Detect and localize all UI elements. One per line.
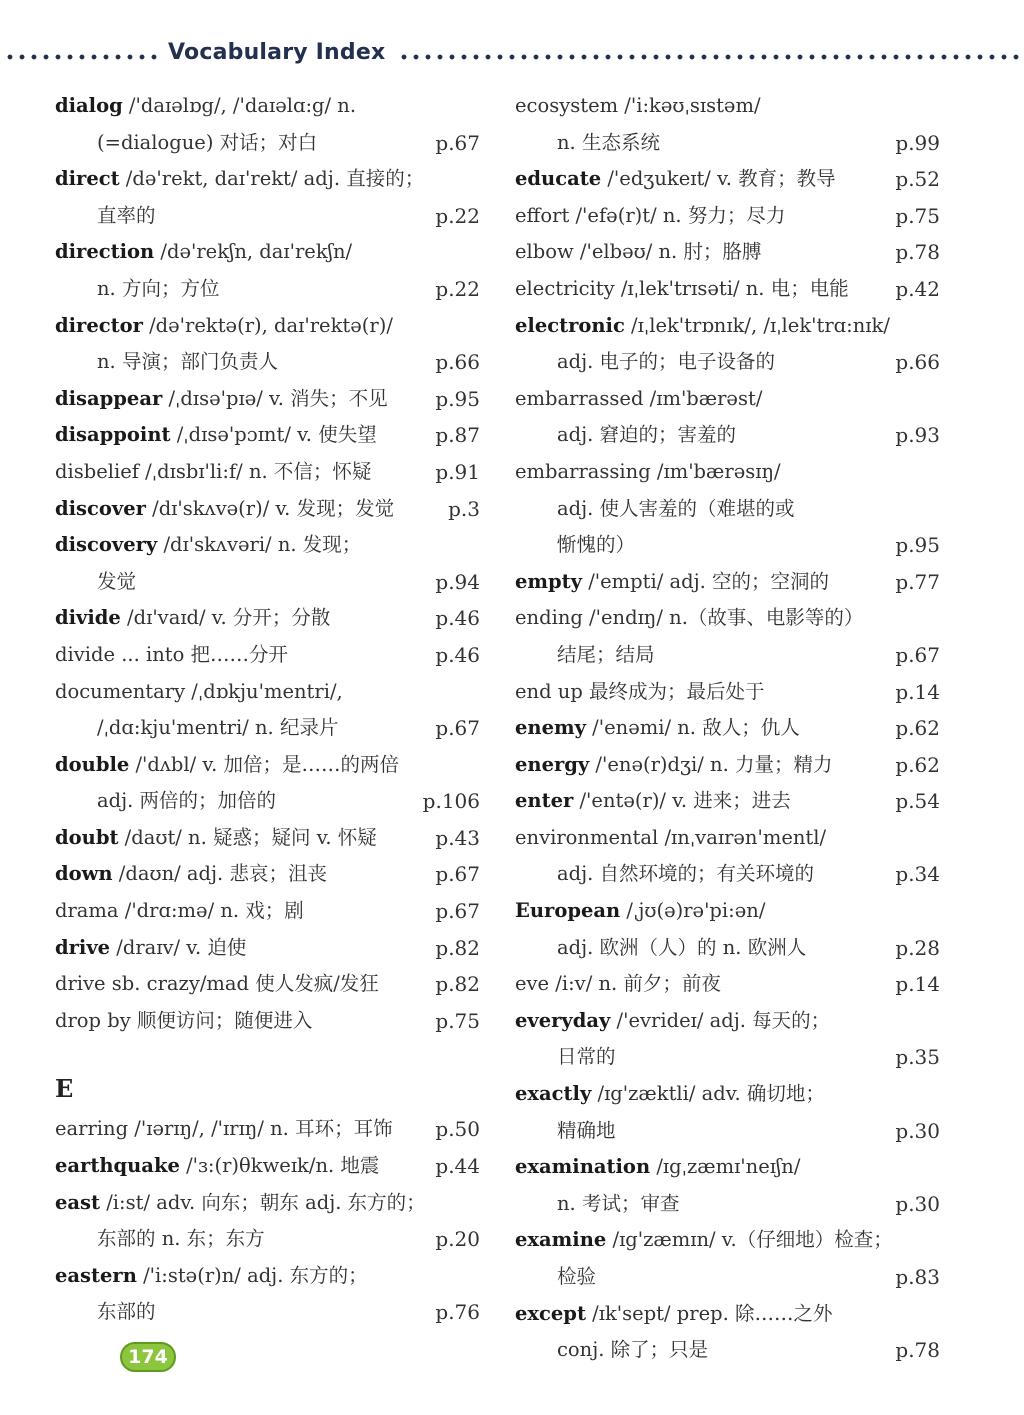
entry-text — [515, 930, 806, 967]
entry-text — [55, 454, 371, 491]
index-entry-line — [515, 344, 940, 381]
entry-text — [515, 417, 736, 454]
entry-text — [55, 1294, 156, 1331]
entry-definition: 东部的 — [97, 1300, 156, 1324]
entry-definition: /i:st/ adv. 向东；朝东 adj. 东方的； — [100, 1190, 426, 1214]
index-entry-line — [55, 88, 480, 125]
entry-definition: drop by 顺便访问；随便进入 — [55, 1008, 313, 1032]
left-column — [55, 88, 480, 1331]
entry-text — [55, 674, 343, 711]
page-reference: p.14 — [895, 679, 940, 704]
entry-definition: /daʊt/ n. 疑惑；疑问 v. 怀疑 — [118, 825, 377, 849]
index-entry-line — [515, 271, 940, 308]
page-reference: p.3 — [448, 496, 480, 521]
entry-text — [55, 1185, 426, 1222]
entry-definition: divide ... into 把……分开 — [55, 642, 289, 666]
entry-text — [515, 966, 721, 1003]
entry-text — [55, 125, 317, 162]
entry-text — [515, 1296, 833, 1333]
index-entry-line — [55, 747, 480, 784]
page-reference: p.46 — [435, 606, 480, 631]
page-header — [0, 38, 1024, 78]
header-dots-right — [398, 53, 1020, 61]
headword: everyday — [515, 1008, 611, 1032]
page-reference: p.95 — [435, 386, 480, 411]
page-reference: p.46 — [435, 642, 480, 667]
entry-text — [515, 856, 814, 893]
entry-definition: /də'rektə(r), daɪ'rektə(r)/ — [142, 313, 393, 337]
entry-text — [515, 198, 785, 235]
index-entry-line — [55, 820, 480, 857]
index-entry-line — [55, 234, 480, 271]
entry-text — [515, 527, 635, 564]
index-entry-line — [55, 308, 480, 345]
entry-definition: /'enə(r)dʒi/ n. 力量；精力 — [589, 752, 833, 776]
page-reference: p.106 — [422, 789, 480, 814]
entry-definition: /'evrideɪ/ adj. 每天的； — [610, 1008, 831, 1032]
entry-text — [515, 381, 762, 418]
index-entry-line — [515, 161, 940, 198]
headword: divide — [55, 606, 121, 630]
page-reference: p.66 — [435, 350, 480, 375]
page-reference: p.14 — [895, 972, 940, 997]
entry-definition: /ɪg'zæktli/ adv. 确切地； — [591, 1082, 825, 1106]
page-reference: p.66 — [895, 350, 940, 375]
entry-definition: /'daɪəlɒg/, /'daɪəlɑ:g/ n. — [122, 94, 357, 117]
page-number: 174 — [128, 1346, 168, 1368]
entry-definition: /ɪˌlek'trɒnɪk/, /ɪˌlek'trɑ:nɪk/ — [624, 313, 890, 337]
entry-definition: /ˌdɑ:kju'mentri/ n. 纪录片 — [97, 716, 339, 740]
entry-definition: /ɪk'sept/ prep. 除……之外 — [585, 1301, 833, 1325]
entry-list-e-continued — [515, 88, 940, 1369]
entry-text — [515, 1222, 893, 1259]
index-entry-line — [515, 198, 940, 235]
page-reference: p.67 — [435, 862, 480, 887]
index-entry-line — [515, 930, 940, 967]
page-reference: p.62 — [895, 752, 940, 777]
entry-definition: /draɪv/ v. 迫使 — [110, 935, 247, 959]
page-reference: p.44 — [435, 1154, 480, 1179]
entry-text — [55, 1148, 379, 1185]
entry-definition: documentary /ˌdɒkju'mentri/, — [55, 679, 343, 703]
index-entry-line — [55, 417, 480, 454]
index-entry-line — [515, 600, 940, 637]
page-reference: p.75 — [435, 1008, 480, 1033]
right-column — [515, 88, 940, 1369]
page-reference: p.76 — [435, 1300, 480, 1325]
index-entry-line — [515, 1149, 940, 1186]
entry-text — [515, 637, 655, 674]
entry-text — [55, 600, 330, 637]
entry-definition: effort /'efə(r)t/ n. 努力；尽力 — [515, 203, 786, 227]
headword: earthquake — [55, 1154, 180, 1178]
headword: east — [55, 1190, 101, 1214]
entry-definition: n. 导演；部门负责人 — [97, 350, 278, 374]
index-entry-line — [515, 491, 940, 528]
entry-definition: electricity /ɪˌlek'trɪsəti/ n. 电；电能 — [515, 276, 849, 300]
index-entry-line — [515, 710, 940, 747]
entry-definition: /ˌdɪsə'pɔɪnt/ v. 使失望 — [170, 423, 377, 447]
page-reference: p.22 — [435, 203, 480, 228]
index-entry-line — [55, 893, 480, 930]
index-entry-line — [515, 966, 940, 1003]
headword: electronic — [515, 313, 625, 337]
page-reference: p.99 — [895, 130, 940, 155]
index-entry-line — [515, 417, 940, 454]
entry-definition: environmental /ɪnˌvaɪrən'mentl/ — [515, 825, 827, 849]
entry-definition: drama /'drɑ:mə/ n. 戏；剧 — [55, 899, 304, 923]
entry-text — [55, 527, 361, 564]
entry-definition: 东部的 n. 东；东方 — [97, 1227, 265, 1251]
page-reference: p.28 — [895, 935, 940, 960]
entry-definition: /'i:stə(r)n/ adj. 东方的； — [136, 1263, 368, 1287]
headword: eastern — [55, 1263, 137, 1287]
entry-definition: /ˌjʊ(ə)rə'pi:ən/ — [620, 899, 766, 923]
index-entry-line — [515, 1296, 940, 1333]
page-reference: p.78 — [895, 1338, 940, 1363]
headword: enter — [515, 789, 574, 813]
index-entry-line — [55, 344, 480, 381]
index-entry-line — [515, 637, 940, 674]
index-entry-line — [515, 674, 940, 711]
index-entry-line — [515, 454, 940, 491]
entry-text — [55, 88, 356, 125]
headword: drive — [55, 935, 111, 959]
index-entry-line — [515, 1039, 940, 1076]
entry-definition: adj. 窘迫的；害羞的 — [557, 423, 737, 447]
index-entry-line — [55, 600, 480, 637]
headword: dialog — [55, 94, 123, 117]
entry-text — [515, 820, 826, 857]
entry-text — [515, 1332, 708, 1369]
page-reference: p.83 — [895, 1265, 940, 1289]
entry-text — [515, 1003, 830, 1040]
page-reference: p.30 — [895, 1118, 940, 1143]
index-entry-line — [55, 856, 480, 893]
index-entry-line — [55, 966, 480, 1003]
index-entry-line — [55, 454, 480, 491]
page-reference: p.30 — [895, 1191, 940, 1216]
entry-text — [515, 783, 791, 820]
index-entry-line — [515, 1113, 940, 1150]
entry-list-e — [55, 1111, 480, 1331]
headword: enemy — [515, 716, 586, 740]
page-reference: p.20 — [435, 1227, 480, 1252]
page-reference: p.35 — [895, 1045, 940, 1070]
header-dots-left — [4, 53, 160, 61]
entry-text — [515, 710, 800, 747]
entry-text — [55, 1111, 393, 1148]
index-entry-line — [515, 234, 940, 271]
page-reference: p.91 — [435, 459, 480, 484]
entry-definition: /'empti/ adj. 空的；空洞的 — [582, 569, 830, 593]
entry-text — [515, 454, 781, 491]
page-reference: p.52 — [895, 167, 940, 192]
entry-definition: /'edʒukeɪt/ v. 教育；教导 — [601, 167, 836, 191]
page-reference: p.67 — [435, 130, 480, 155]
headword: down — [55, 862, 113, 886]
index-entry-line — [55, 161, 480, 198]
entry-text — [55, 308, 393, 345]
headword: exactly — [515, 1082, 592, 1106]
index-entry-line — [515, 1186, 940, 1223]
index-entry-line — [515, 564, 940, 601]
entry-text — [515, 1259, 596, 1296]
index-entry-line — [55, 271, 480, 308]
entry-text — [515, 1186, 679, 1223]
index-entry-line — [55, 1221, 480, 1258]
entry-text — [515, 308, 890, 345]
index-entry-line — [515, 1222, 940, 1259]
headword: energy — [515, 752, 590, 776]
page-reference: p.78 — [895, 240, 940, 265]
entry-text — [55, 1221, 265, 1258]
index-entry-line — [55, 637, 480, 674]
page-reference: p.93 — [895, 423, 940, 448]
page-reference: p.67 — [435, 716, 480, 741]
entry-text — [55, 417, 377, 454]
entry-text — [515, 1149, 800, 1186]
index-entry-line — [55, 527, 480, 564]
entry-definition: n. 方向；方位 — [97, 276, 220, 300]
index-entry-line — [515, 820, 940, 857]
page-reference: p.54 — [895, 789, 940, 814]
index-entry-line — [515, 1003, 940, 1040]
entry-definition: disbelief /ˌdɪsbɪ'li:f/ n. 不信；怀疑 — [55, 459, 372, 483]
headword: educate — [515, 167, 602, 191]
headword: empty — [515, 569, 583, 593]
entry-definition: /'enəmi/ n. 敌人；仇人 — [585, 716, 800, 740]
entry-text — [515, 125, 660, 162]
index-entry-line — [515, 1332, 940, 1369]
entry-definition: 检验 — [557, 1265, 597, 1288]
entry-definition: (=dialogue) 对话；对白 — [97, 130, 318, 154]
entry-text — [55, 710, 338, 747]
page-reference: p.75 — [895, 203, 940, 228]
entry-definition: ending /'endɪŋ/ n.（故事、电影等的） — [515, 606, 864, 630]
page-title: Vocabulary Index — [168, 40, 386, 65]
entry-definition: end up 最终成为；最后处于 — [515, 679, 765, 703]
entry-text — [55, 1003, 312, 1040]
index-entry-line — [515, 1076, 940, 1113]
entry-text — [55, 893, 304, 930]
index-entry-line — [55, 1111, 480, 1148]
index-entry-line — [55, 1258, 480, 1295]
page-reference: p.94 — [435, 569, 480, 594]
entry-definition: elbow /'elbəʊ/ n. 肘；胳膊 — [515, 240, 762, 264]
headword: examine — [515, 1228, 607, 1252]
entry-definition: adj. 电子的；电子设备的 — [557, 350, 776, 374]
entry-text — [55, 966, 379, 1003]
entry-text — [55, 820, 377, 857]
page-reference: p.87 — [435, 423, 480, 448]
index-entry-line — [515, 381, 940, 418]
index-entry-line — [55, 930, 480, 967]
entry-definition: adj. 欧洲（人）的 n. 欧洲人 — [557, 935, 807, 959]
page-reference: p.34 — [895, 862, 940, 887]
entry-text — [55, 637, 288, 674]
entry-definition: adj. 使人害羞的（难堪的或 — [557, 496, 795, 520]
index-entry-line — [515, 125, 940, 162]
entry-definition: /'dʌbl/ v. 加倍；是……的两倍 — [129, 752, 399, 776]
entry-text — [515, 88, 761, 125]
entry-text — [515, 271, 849, 308]
entry-text — [55, 344, 278, 381]
entry-definition: /ɪgˌzæmɪ'neɪʃn/ — [650, 1155, 801, 1179]
entry-text — [515, 344, 775, 381]
entry-text — [55, 198, 156, 235]
headword: disappear — [55, 386, 163, 410]
entry-definition: /ˌdɪsə'pɪə/ v. 消失；不见 — [162, 386, 388, 410]
entry-definition: 结尾；结局 — [557, 642, 655, 666]
entry-text — [55, 161, 424, 198]
page-reference: p.77 — [895, 569, 940, 594]
page-reference: p.67 — [435, 899, 480, 924]
entry-definition: earring /'ɪərɪŋ/, /'ɪrɪŋ/ n. 耳环；耳饰 — [55, 1117, 393, 1141]
entry-definition: adj. 自然环境的；有关环境的 — [557, 862, 815, 886]
index-entry-line — [55, 381, 480, 418]
page-reference: p.43 — [435, 825, 480, 850]
page-reference: p.67 — [895, 642, 940, 667]
index-entry-line — [55, 491, 480, 528]
headword: except — [515, 1301, 586, 1325]
headword: direction — [55, 240, 155, 264]
page-reference: p.42 — [895, 276, 940, 301]
section-letter: E — [55, 1074, 74, 1104]
entry-text — [55, 1258, 368, 1295]
entry-definition: /ɪg'zæmɪn/ v.（仔细地）检查； — [606, 1228, 893, 1252]
entry-text — [515, 600, 863, 637]
entry-definition: /dɪ'vaɪd/ v. 分开；分散 — [120, 606, 331, 630]
entry-text — [55, 381, 388, 418]
entry-text — [55, 747, 399, 784]
index-entry-line — [515, 783, 940, 820]
entry-definition: ecosystem /'i:kəʊˌsɪstəm/ — [515, 94, 761, 117]
entry-text — [515, 1076, 825, 1113]
index-entry-line — [515, 856, 940, 893]
entry-text — [55, 856, 327, 893]
index-entry-line — [55, 1185, 480, 1222]
page-reference: p.62 — [895, 716, 940, 741]
headword: doubt — [55, 825, 119, 849]
page-reference: p.50 — [435, 1117, 480, 1142]
entry-definition: 日常的 — [557, 1045, 616, 1069]
entry-definition: /də'rekt, daɪ'rekt/ adj. 直接的； — [119, 167, 425, 191]
headword: discovery — [55, 533, 158, 557]
index-entry-line — [55, 710, 480, 747]
entry-definition: conj. 除了；只是 — [557, 1338, 709, 1362]
entry-text — [515, 1039, 616, 1076]
entry-definition: /də'rekʃn, daɪ'rekʃn/ — [154, 240, 353, 264]
index-entry-line — [55, 125, 480, 162]
entry-definition: /dɪ'skʌvəri/ n. 发现； — [157, 533, 362, 557]
index-entry-line — [55, 198, 480, 235]
entry-definition: /daʊn/ adj. 悲哀；沮丧 — [112, 862, 327, 886]
index-entry-line — [55, 1003, 480, 1040]
index-entry-line — [55, 564, 480, 601]
page-reference: p.22 — [435, 276, 480, 301]
page-number-badge — [120, 1342, 176, 1372]
entry-definition: adj. 两倍的；加倍的 — [97, 789, 277, 813]
headword: double — [55, 752, 130, 776]
entry-text — [515, 674, 765, 711]
entry-text — [55, 564, 136, 601]
entry-definition: 发觉 — [97, 569, 137, 593]
headword: examination — [515, 1155, 651, 1179]
entry-text — [55, 491, 394, 528]
page-reference: p.82 — [435, 935, 480, 960]
entry-definition: 精确地 — [557, 1118, 616, 1142]
index-entry-line — [515, 893, 940, 930]
entry-text — [515, 491, 795, 528]
headword: direct — [55, 167, 120, 191]
index-entry-line — [55, 1294, 480, 1331]
entry-definition: /'entə(r)/ v. 进来；进去 — [573, 789, 791, 813]
entry-text — [55, 783, 276, 820]
index-entry-line — [55, 783, 480, 820]
entry-text — [55, 271, 219, 308]
index-entry-line — [515, 527, 940, 564]
entry-definition: n. 生态系统 — [557, 130, 660, 154]
headword: director — [55, 313, 143, 337]
entry-definition: n. 考试；审查 — [557, 1191, 680, 1215]
entry-text — [515, 564, 829, 601]
index-entry-line — [55, 1148, 480, 1185]
page-reference: p.82 — [435, 972, 480, 997]
headword: discover — [55, 496, 146, 520]
entry-definition: 惭愧的） — [557, 533, 636, 557]
entry-text — [515, 1113, 616, 1150]
index-entry-line — [515, 1259, 940, 1296]
entry-definition: 直率的 — [97, 203, 156, 227]
entry-text — [515, 747, 833, 784]
entry-definition: /dɪ'skʌvə(r)/ v. 发现；发觉 — [145, 496, 395, 520]
entry-text — [515, 234, 761, 271]
entry-text — [55, 234, 352, 271]
entry-definition: eve /i:v/ n. 前夕；前夜 — [515, 972, 721, 996]
headword: disappoint — [55, 423, 171, 447]
index-entry-line — [515, 308, 940, 345]
entry-definition: /'ɜ:(r)θkweɪk/n. 地震 — [179, 1154, 380, 1178]
index-entry-line — [55, 674, 480, 711]
entry-definition: embarrassed /ɪm'bærəst/ — [515, 386, 763, 410]
entry-list-d — [55, 88, 480, 1039]
headword: European — [515, 899, 621, 923]
entry-text — [55, 930, 246, 967]
entry-text — [515, 161, 836, 198]
entry-definition: embarrassing /ɪm'bærəsɪŋ/ — [515, 459, 781, 483]
page-reference: p.95 — [895, 533, 940, 558]
index-entry-line — [515, 88, 940, 125]
entry-text — [515, 893, 765, 930]
entry-definition: drive sb. crazy/mad 使人发疯/发狂 — [55, 972, 379, 996]
index-entry-line — [515, 747, 940, 784]
